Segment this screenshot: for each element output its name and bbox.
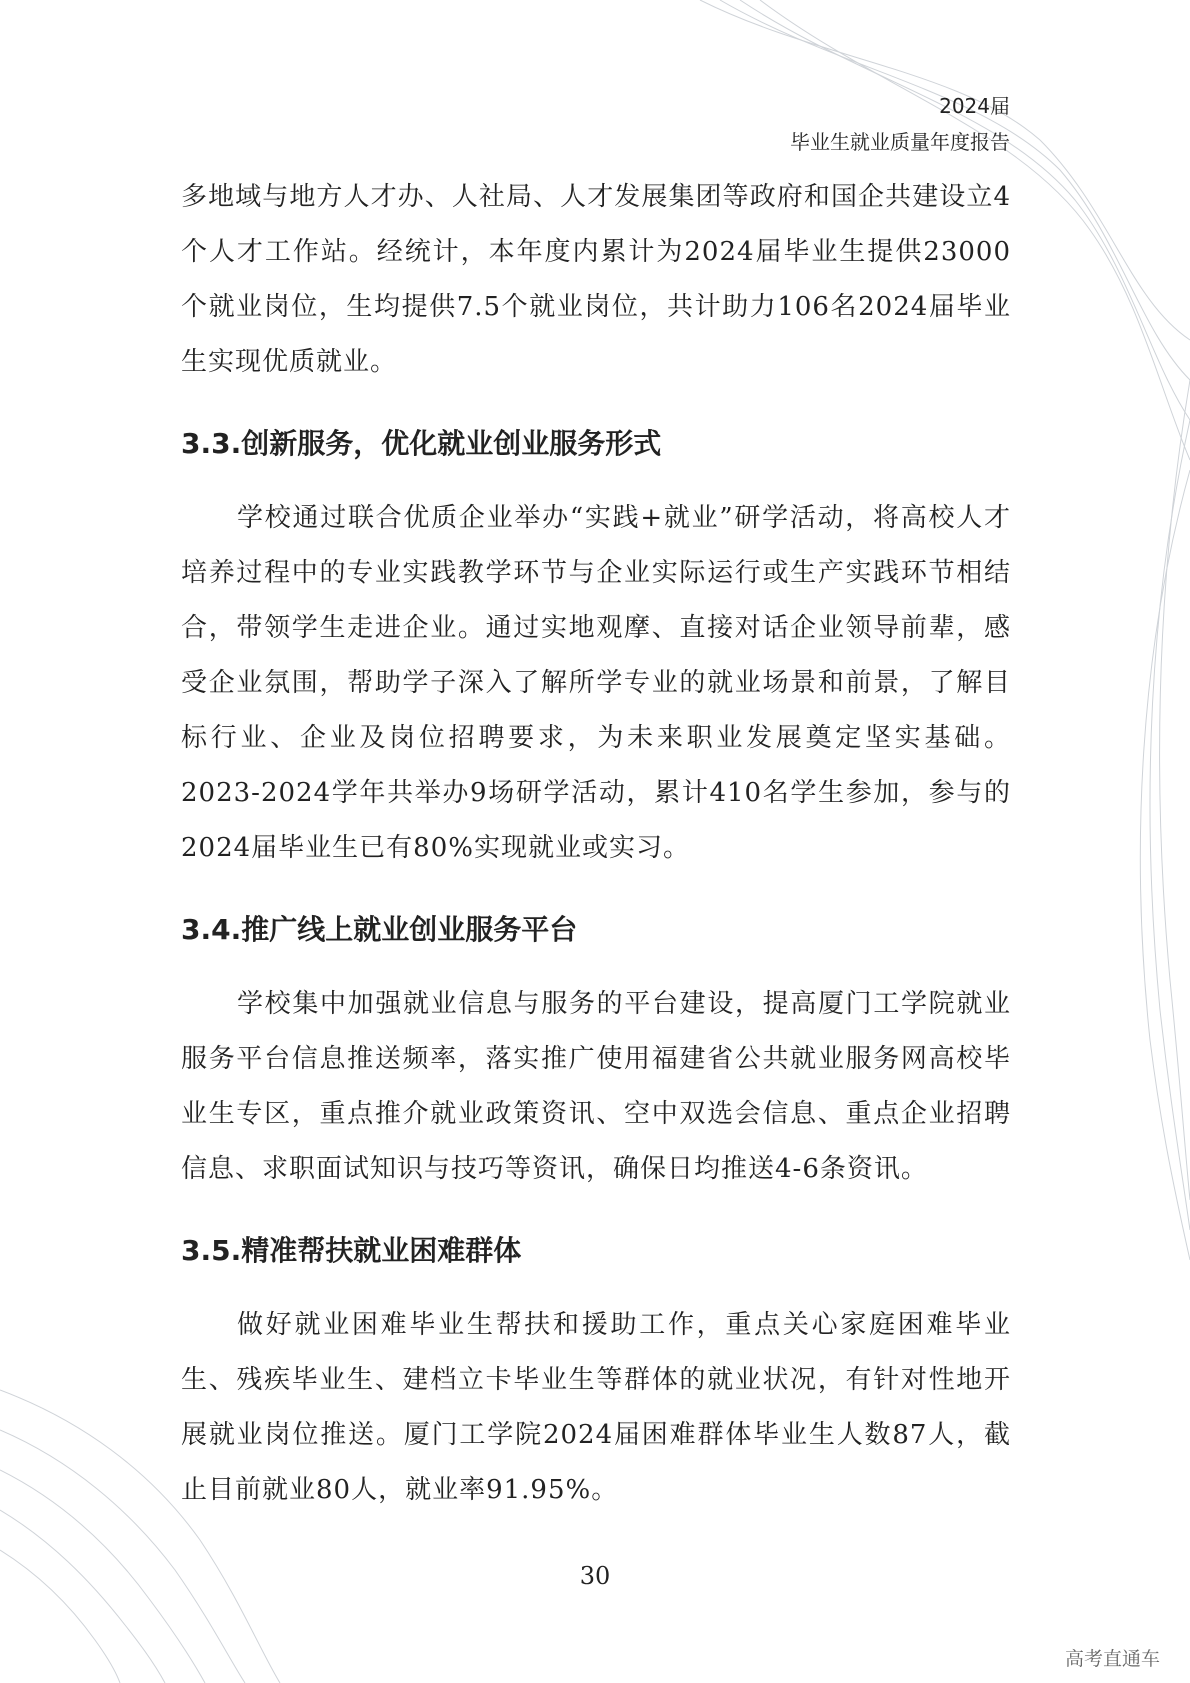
intro-paragraph: 多地域与地方人才办、人社局、人才发展集团等政府和国企共建设立4个人才工作站。经统计，本年度内累计为2024届毕业生提供23000个就业岗位，生均提供7.5个就业岗位，共计助力106名2024届毕业生实现优质就业。 <box>181 182 1011 377</box>
section-3-4-title: 3.4.推广线上就业创业服务平台 <box>181 913 578 946</box>
section-3-3-paragraph: 学校通过联合优质企业举办“实践+就业”研学活动，将高校人才培养过程中的专业实践教学环节与企业实际运行或生产实践环节相结合，带领学生走进企业。通过实地观摩、直接对话企业领导前辈，感受企业氛围，帮助学子深入了解所学专业的就业场景和前景，了解目标行业、企业及岗位招聘要求，为未来职业发展奠定坚实基础。2023-2024学年共举办9场研学活动，累计410名学生参加，参与的2024届毕业生已有80%实现就业或实习。 <box>181 503 1011 863</box>
section-3-5-title: 3.5.精准帮扶就业困难群体 <box>181 1234 522 1267</box>
header-year: 2024届 <box>939 94 1010 118</box>
watermark: 高考直通车 <box>1064 1648 1160 1670</box>
header-title: 毕业生就业质量年度报告 <box>790 130 1010 154</box>
section-3-3-title: 3.3.创新服务，优化就业创业服务形式 <box>181 427 662 460</box>
section-3-4-paragraph: 学校集中加强就业信息与服务的平台建设，提高厦门工学院就业服务平台信息推送频率，落实推广使用福建省公共就业服务网高校毕业生专区，重点推介就业政策资讯、空中双选会信息、重点企业招聘信息、求职面试知识与技巧等资讯，确保日均推送4-6条资讯。 <box>181 989 1011 1184</box>
section-3-5-paragraph: 做好就业困难毕业生帮扶和援助工作，重点关心家庭困难毕业生、残疾毕业生、建档立卡毕业生等群体的就业状况，有针对性地开展就业岗位推送。厦门工学院2024届困难群体毕业生人数87人，截止目前就业80人，就业率91.95%。 <box>181 1310 1011 1505</box>
page-content <box>181 170 1011 1518</box>
report-header <box>790 88 1010 160</box>
page-number: 30 <box>579 1562 611 1590</box>
